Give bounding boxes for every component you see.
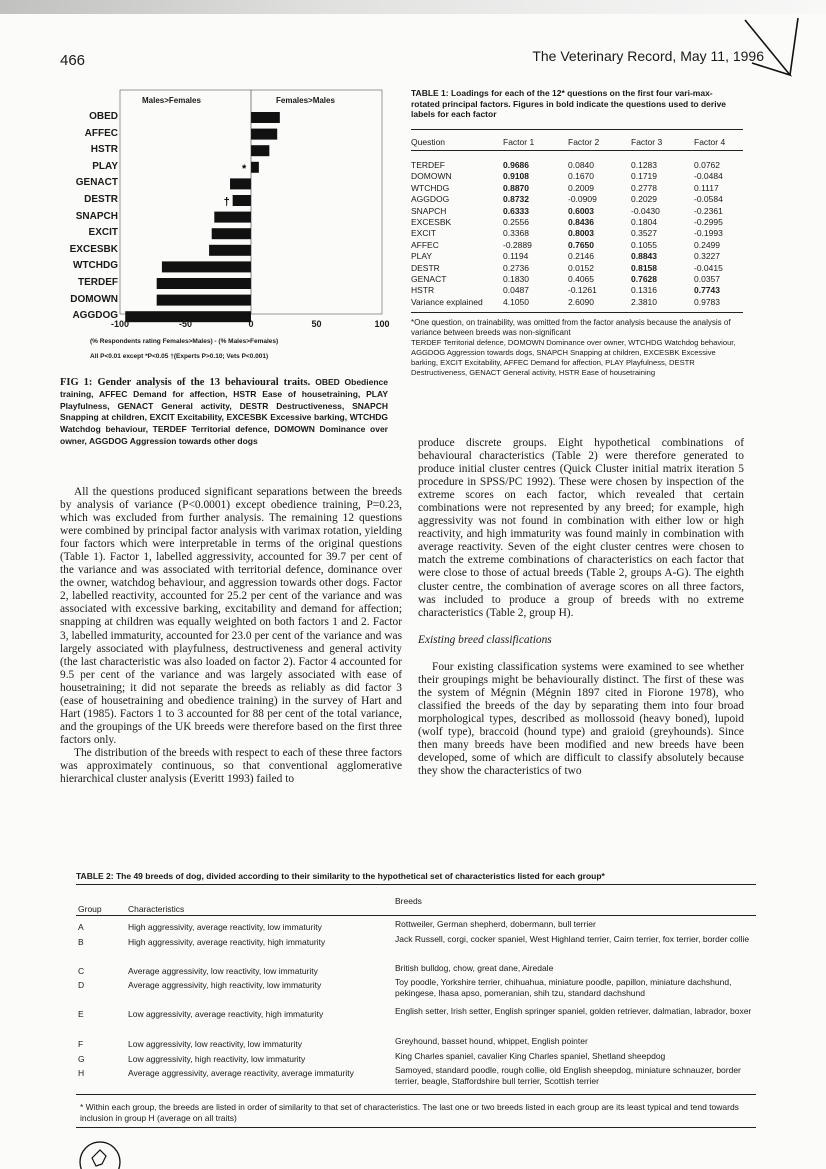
table-cell: GENACT bbox=[411, 274, 447, 284]
fig1-bar-wtchdg bbox=[162, 261, 251, 272]
table-cell: DOMOWN bbox=[411, 171, 452, 182]
table-2-group-cell: E bbox=[78, 1009, 84, 1019]
fig1-bar-affec bbox=[251, 129, 277, 140]
table-cell: 0.8870 bbox=[503, 182, 529, 193]
table-cell: 0.1719 bbox=[631, 171, 657, 182]
fig1-bar-chart bbox=[60, 86, 390, 346]
table-2-title: TABLE 2: The 49 breeds of dog, divided according to their similarity to the hypothetical set of characteristics listed for each group* bbox=[76, 871, 605, 881]
table-cell: EXCIT bbox=[411, 228, 437, 239]
fig1-category-label: SNAPCH bbox=[75, 210, 118, 222]
body-column-right bbox=[418, 437, 744, 778]
table-cell: 0.3527 bbox=[631, 228, 657, 239]
fig1-category-label: PLAY bbox=[92, 160, 118, 172]
fig1-category-label: WTCHDG bbox=[73, 260, 118, 272]
table-cell: EXCESBK bbox=[411, 217, 452, 227]
table-row bbox=[411, 274, 741, 285]
table-cell: 0.6333 bbox=[503, 205, 529, 216]
fig1-tick-label: 0 bbox=[248, 319, 254, 329]
table-cell: 0.4065 bbox=[568, 274, 594, 284]
table-row bbox=[411, 171, 741, 182]
table-cell: 0.9108 bbox=[503, 171, 529, 182]
fig1-bar-terdef bbox=[157, 278, 251, 289]
table-cell: 4.1050 bbox=[503, 296, 529, 307]
fig1-category-label: EXCIT bbox=[88, 227, 118, 239]
table-2-characteristics-cell: Average aggressivity, low reactivity, low immaturity bbox=[128, 966, 318, 976]
fig1-tick-label: 100 bbox=[374, 319, 390, 329]
table-cell: Variance explained bbox=[411, 296, 483, 307]
table-cell: -0.0584 bbox=[694, 194, 723, 205]
table-row bbox=[411, 297, 741, 308]
fig1-category-label: DOMOWN bbox=[70, 293, 118, 305]
table-cell: 0.1316 bbox=[631, 285, 657, 296]
table-cell: 0.3227 bbox=[694, 251, 720, 262]
table-cell: -0.2361 bbox=[694, 205, 723, 216]
table-2-characteristics-cell: Low aggressivity, high reactivity, low immaturity bbox=[128, 1054, 306, 1064]
table-2-group-cell: H bbox=[78, 1068, 85, 1078]
table-cell: -0.1261 bbox=[568, 285, 597, 296]
table-row bbox=[411, 160, 741, 171]
table-1-note bbox=[411, 318, 743, 378]
table-cell: 0.8436 bbox=[568, 217, 594, 227]
table-2-breeds-cell: Samoyed, standard poodle, rough collie, old English sheepdog, miniature schnauzer, border terrier, beagle, Staffordshire bull terrier, Scottish terrier bbox=[395, 1065, 741, 1086]
page-number: 466 bbox=[60, 52, 86, 69]
table-cell: 0.9686 bbox=[503, 160, 529, 170]
table-2-breeds-cell: Jack Russell, corgi, cocker spaniel, West Highland terrier, Cairn terrier, fox terrier, border collie bbox=[395, 934, 750, 944]
figure-1 bbox=[60, 86, 390, 346]
table-cell: 0.3368 bbox=[503, 228, 529, 239]
table-2-bottom-rule bbox=[76, 1094, 756, 1095]
fig1-bar-hstr bbox=[251, 145, 269, 156]
table-cell: 0.1283 bbox=[631, 160, 657, 170]
table-cell: 0.1804 bbox=[631, 217, 657, 227]
fig1-bar-genact bbox=[230, 178, 251, 189]
table-cell: 0.2556 bbox=[503, 217, 529, 227]
body-column-left bbox=[60, 486, 402, 786]
fig1-right-header: Females>Males bbox=[276, 96, 335, 105]
caption-lead: FIG 1: Gender analysis of the 13 behavioural traits. bbox=[60, 377, 316, 388]
fig1-category-label: AFFEC bbox=[84, 127, 118, 139]
table-row bbox=[411, 206, 741, 217]
table-row bbox=[411, 285, 741, 296]
table-2-breeds-cell: Greyhound, basset hound, whippet, English pointer bbox=[395, 1036, 588, 1046]
paragraph: All the questions produced significant separations between the breeds by analysis of variance (P<0.0001) except obedience training, P=0.23, which was excluded from further analysis. The remaining 12 questions were combined by principal factor analysis with varimax rotation, yielding four factors which were interpretable in terms of the original questions (Table 1). Factor 1, labelled aggressivity, accounted for 39.7 per cent of the variance and was associated with territorial defence, dominance over the owner, watchdog behaviour, and aggression towards other dogs. Factor 2, labelled reactivity, accounted for 25.2 per cent of the variance and was associated with excessive barking, excitability and demand for affection; snapping at children was equally weighted on both factors 1 and 2. Factor 3, labelled immaturity, accounted for 23.0 per cent of the variance and was largely associated with playfulness, destructiveness and general activity (the last characteristic was also loaded on factor 2). Factor 4 accounted for 9.5 per cent of the variance and was largely associated with ease of housetraining; it did not separate the breeds as reliably as did factor 3 (ease of housetraining and obedience training) in the survey of Hart and Hart (1985). Factors 1 to 3 accounted for 88 per cent of the total variance, and the groupings of the UK breeds were therefore based on the first three factors only. bbox=[60, 486, 402, 746]
table-2-group-cell: C bbox=[78, 966, 85, 976]
table-cell: 0.0487 bbox=[503, 285, 529, 296]
table-cell: 0.2009 bbox=[568, 182, 594, 193]
table-cell: 0.7650 bbox=[568, 239, 594, 250]
table-2-group-cell: A bbox=[78, 922, 84, 932]
table-cell: 0.1670 bbox=[568, 171, 594, 182]
table-cell: 0.9783 bbox=[694, 296, 720, 307]
table-cell: 0.0357 bbox=[694, 274, 720, 284]
table-cell: 0.6003 bbox=[568, 205, 594, 216]
table-row bbox=[411, 183, 741, 194]
figure-1-caption bbox=[60, 377, 388, 448]
caption-text: OBED Obedience training, AFFEC Demand for affection, HSTR Ease of housetraining, PLAY Playfulness, GENACT General activity, DESTR Destructiveness, SNAPCH Snapping at children, EXCIT Excitability, EXCESBK Excessive barking, WTCHDG Watchdog behaviour, TERDEF Territorial defence, DOMOWN Dominance over owner, AGGDOG Aggression towards other dogs bbox=[60, 377, 388, 446]
table-1-top-rule bbox=[411, 129, 743, 130]
table-1-footnote: *One question, on trainability, was omitted from the factor analysis because the analysis of variance between breeds was non-significant bbox=[411, 318, 731, 337]
table-2-group-cell: F bbox=[78, 1039, 84, 1049]
table-1-column-header: Factor 4 bbox=[694, 137, 726, 147]
table-cell: HSTR bbox=[411, 285, 435, 296]
table-cell: 0.8003 bbox=[568, 228, 594, 239]
table-row bbox=[411, 240, 741, 251]
table-cell: -0.1993 bbox=[694, 228, 723, 239]
table-row bbox=[411, 194, 741, 205]
table-cell: 0.0152 bbox=[568, 262, 594, 273]
table-cell: -0.0415 bbox=[694, 262, 723, 273]
table-cell: -0.2995 bbox=[694, 217, 723, 227]
table-cell: DESTR bbox=[411, 262, 440, 273]
table-cell: 0.2778 bbox=[631, 182, 657, 193]
table-2-footnote: * Within each group, the breeds are listed in order of similarity to that set of characteristics. The last one or two breeds listed in each group are its least typical and tend towards inclusion in group H (average on all traits) bbox=[80, 1102, 739, 1123]
table-2-breeds-cell: British bulldog, chow, great dane, Airedale bbox=[395, 963, 554, 973]
fig1-significance-marker: * bbox=[242, 162, 247, 175]
fig1-category-label: HSTR bbox=[90, 144, 118, 156]
table-cell: 0.1117 bbox=[694, 182, 719, 193]
publisher-logo-icon bbox=[74, 1136, 126, 1169]
table-1-header-row bbox=[411, 137, 741, 148]
table-2-breeds-cell: Toy poodle, Yorkshire terrier, chihuahua, miniature poodle, papillon, miniature dachshund, pekingese, lhasa apso, pomeranian, shih tzu, standard dachshund bbox=[395, 977, 732, 998]
fig1-tick-label: 50 bbox=[311, 319, 322, 329]
table-1-title: TABLE 1: Loadings for each of the 12* questions on the first four vari-max-rotated principal factors. Figures in bold indicate the questions used to derive labels for each factor bbox=[411, 88, 727, 119]
table-cell: 2.3810 bbox=[631, 296, 657, 307]
fig1-category-label: AGGDOG bbox=[72, 310, 118, 322]
table-cell: SNAPCH bbox=[411, 205, 447, 216]
table-cell: TERDEF bbox=[411, 160, 445, 170]
fig1-left-header: Males>Females bbox=[142, 96, 201, 105]
table-cell: 0.8843 bbox=[631, 251, 657, 262]
table-cell: 0.7628 bbox=[631, 274, 657, 284]
table-2-header-rule bbox=[76, 915, 756, 916]
paragraph: The distribution of the breeds with respect to each of these three factors was approximately continuous, so that conventional agglomerative hierarchical cluster analysis (Everitt 1993) failed to bbox=[60, 746, 402, 786]
fig1-bar-play bbox=[251, 162, 259, 173]
table-row bbox=[411, 263, 741, 274]
table-2-group-cell: G bbox=[78, 1054, 85, 1064]
paragraph: Four existing classification systems were examined to see whether their groupings might be behaviourally distinct. The first of these was the system of Mégnin (Mégnin 1897 cited in Fiorone 1978), who classified the breeds of the day by separating them into four broad morphological types, described as mollossoid (heavy boned), lupoid (wolf type), braccoid (hound type) and graioid (greyhounds). Since then many breeds have been modified and new breeds have been developed, some of which are difficult to classify absolutely because they show the characteristics of two bbox=[418, 660, 744, 778]
fig1-tick-label: -50 bbox=[178, 319, 192, 329]
table-2-column-header: Group bbox=[78, 904, 102, 914]
table-1-abbreviations: TERDEF Territorial defence, DOMOWN Dominance over owner, WTCHDG Watchdog behaviour, AGGDOG Aggression towards dogs, SNAPCH Snapping at children, EXCESBK Excessive barking, EXCIT Excitability, AFFEC Demand for affection, PLAY Playfulness, DESTR Destructiveness, GENACT General activity, HSTR Ease of housetraining bbox=[411, 338, 736, 377]
table-1-column-header: Factor 1 bbox=[503, 137, 535, 147]
fig1-bar-obed bbox=[251, 112, 280, 123]
table-2-characteristics-cell: Average aggressivity, high reactivity, low immaturity bbox=[128, 980, 322, 990]
table-cell: 0.1830 bbox=[503, 274, 529, 284]
table-2-breeds-cell: English setter, Irish setter, English springer spaniel, golden retriever, dalmatian, labrador, boxer bbox=[395, 1006, 752, 1016]
table-cell: -0.2889 bbox=[503, 239, 532, 250]
fig1-category-label: OBED bbox=[89, 111, 118, 122]
table-2-top-rule bbox=[76, 884, 756, 885]
running-head: The Veterinary Record, May 11, 1996 bbox=[532, 48, 764, 64]
fig1-category-label: DESTR bbox=[84, 194, 118, 205]
table-2-characteristics-cell: Average aggressivity, average reactivity, average immaturity bbox=[128, 1068, 354, 1078]
table-cell: 0.8732 bbox=[503, 194, 529, 205]
fig1-xlabel: (% Respondents rating Females>Males) - (% Males>Females) bbox=[90, 338, 279, 345]
section-subheading: Existing breed classifications bbox=[418, 633, 552, 646]
fig1-category-label: GENACT bbox=[75, 177, 118, 189]
table-cell: 0.2146 bbox=[568, 251, 594, 262]
fig1-bar-domown bbox=[157, 295, 251, 306]
table-cell: 0.2029 bbox=[631, 194, 657, 205]
table-cell: 0.8158 bbox=[631, 262, 657, 273]
table-cell: 0.0840 bbox=[568, 160, 594, 170]
table-2-breeds-cell: King Charles spaniel, cavalier King Charles spaniel, Shetland sheepdog bbox=[395, 1051, 666, 1061]
table-1-bottom-rule bbox=[411, 312, 743, 313]
table-2-column-header: Breeds bbox=[395, 896, 422, 906]
fig1-category-label: TERDEF bbox=[78, 277, 118, 288]
table-1-column-header: Factor 3 bbox=[631, 137, 663, 147]
fig1-tick-label: -100 bbox=[110, 319, 129, 329]
table-2-group-cell: D bbox=[78, 980, 85, 990]
table-cell: AGGDOG bbox=[411, 194, 450, 205]
fig1-footnote: All P<0.01 except *P<0.05 †(Experts P>0.10; Vets P<0.001) bbox=[90, 353, 269, 360]
table-cell: 0.7743 bbox=[694, 285, 720, 296]
table-cell: PLAY bbox=[411, 251, 433, 262]
table-cell: 0.1055 bbox=[631, 239, 657, 250]
table-cell: AFFEC bbox=[411, 239, 439, 250]
fig1-bar-destr bbox=[233, 195, 251, 206]
table-2-group-cell: B bbox=[78, 937, 84, 947]
table-row bbox=[411, 251, 741, 262]
table-1-column-header: Question bbox=[411, 137, 446, 147]
table-2-breeds-cell: Rottweiler, German shepherd, dobermann, bull terrier bbox=[395, 919, 596, 929]
table-1-header-rule bbox=[411, 150, 743, 151]
table-cell: 0.2736 bbox=[503, 262, 529, 273]
table-cell: 0.0762 bbox=[694, 160, 720, 170]
table-cell: WTCHDG bbox=[411, 182, 450, 193]
table-row bbox=[411, 228, 741, 239]
table-cell: -0.0909 bbox=[568, 194, 597, 205]
table-1-column-header: Factor 2 bbox=[568, 137, 600, 147]
table-cell: 2.6090 bbox=[568, 296, 594, 307]
table-row bbox=[411, 217, 741, 228]
fig1-bar-excit bbox=[212, 228, 251, 239]
table-cell: 0.2499 bbox=[694, 239, 720, 250]
table-2-column-header: Characteristics bbox=[128, 904, 185, 914]
table-2-characteristics-cell: Low aggressivity, average reactivity, high immaturity bbox=[128, 1009, 324, 1019]
table-2-characteristics-cell: High aggressivity, average reactivity, low immaturity bbox=[128, 922, 322, 932]
fig1-significance-marker: † bbox=[223, 196, 230, 208]
fig1-bar-excesbk bbox=[209, 245, 251, 256]
table-2-bottom-rule bbox=[76, 1127, 756, 1128]
paragraph: produce discrete groups. Eight hypothetical combinations of behavioural characteristics (Table 2) were therefore generated to produce initial cluster centres (Quick Cluster initial matrix iteration 5 procedure in SPSS/PC 1992). These were chosen by inspection of the extreme scores on each factor, which revealed that certain combinations were not represented by any breed; for example, high aggressivity was not found in combination with either low or high reactivity, and high immaturity was found mainly in combination with average reactivity. Seven of the eight cluster centres were chosen to match the extreme combinations of characteristics on each factor that were close to those of actual breeds (Table 2, groups A-G). The eighth cluster centre, the combination of average scores on all three factors, was included to produce a group of breeds with no extreme characteristics (Table 2, group H). bbox=[418, 437, 744, 619]
table-cell: -0.0430 bbox=[631, 205, 660, 216]
fig1-category-label: EXCESBK bbox=[69, 243, 118, 255]
table-2-characteristics-cell: Low aggressivity, low reactivity, low immaturity bbox=[128, 1039, 302, 1049]
table-2-characteristics-cell: High aggressivity, average reactivity, high immaturity bbox=[128, 937, 326, 947]
table-cell: -0.0484 bbox=[694, 171, 723, 182]
table-cell: 0.1194 bbox=[503, 251, 529, 262]
fig1-bar-snapch bbox=[214, 212, 251, 223]
